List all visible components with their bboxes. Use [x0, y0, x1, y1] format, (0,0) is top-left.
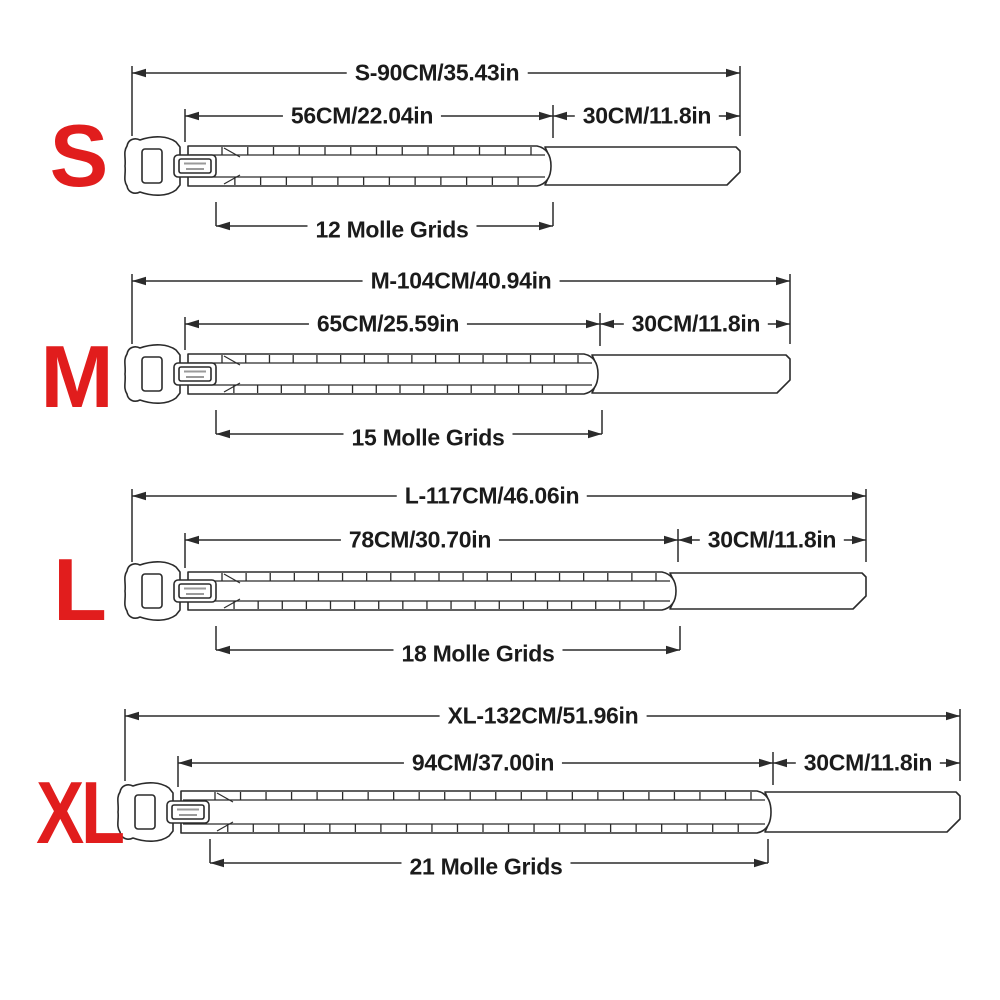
- size-label-m: M: [40, 327, 112, 426]
- belt-drawing: [118, 783, 960, 841]
- belt-drawing: [125, 137, 740, 195]
- belt-tail: [592, 355, 790, 393]
- total-length-label-m: M-104CM/40.94in: [363, 268, 560, 295]
- molle-strap: [181, 791, 771, 833]
- belt-diagram-m: [125, 274, 790, 438]
- molle-grids-label-s: 12 Molle Grids: [307, 217, 476, 244]
- belt-diagram-xl: [118, 709, 960, 867]
- buckle-label-inner: [172, 805, 204, 819]
- buckle-label-inner: [179, 367, 211, 381]
- buckle-label-inner: [179, 584, 211, 598]
- belt-drawing: [125, 345, 790, 403]
- total-length-label-l: L-117CM/46.06in: [397, 483, 587, 510]
- molle-grids-label-l: 18 Molle Grids: [393, 641, 562, 668]
- molle-strap: [188, 146, 551, 186]
- molle-length-label-s: 56CM/22.04in: [283, 103, 441, 130]
- belt-drawing: [125, 562, 866, 620]
- size-label-s: S: [49, 106, 107, 205]
- buckle-slot: [142, 574, 162, 608]
- molle-grids-label-m: 15 Molle Grids: [343, 425, 512, 452]
- molle-strap: [188, 354, 598, 394]
- total-length-label-s: S-90CM/35.43in: [347, 60, 528, 87]
- size-label-xl: XL: [36, 763, 122, 862]
- molle-length-label-xl: 94CM/37.00in: [404, 750, 562, 777]
- tail-length-label-s: 30CM/11.8in: [575, 103, 719, 130]
- tail-length-label-m: 30CM/11.8in: [624, 311, 768, 338]
- molle-length-label-l: 78CM/30.70in: [341, 527, 499, 554]
- molle-length-label-m: 65CM/25.59in: [309, 311, 467, 338]
- belt-tail: [670, 573, 866, 609]
- buckle-label-inner: [179, 159, 211, 173]
- belt-diagram-s: [125, 66, 740, 230]
- belt-diagram-l: [125, 489, 866, 654]
- buckle-slot: [142, 357, 162, 391]
- total-length-label-xl: XL-132CM/51.96in: [440, 703, 647, 730]
- molle-grids-label-xl: 21 Molle Grids: [401, 854, 570, 881]
- tail-length-label-xl: 30CM/11.8in: [796, 750, 940, 777]
- molle-strap: [188, 572, 676, 610]
- size-label-l: L: [53, 540, 105, 639]
- belt-tail: [545, 147, 740, 185]
- buckle-slot: [135, 795, 155, 829]
- buckle-slot: [142, 149, 162, 183]
- tail-length-label-l: 30CM/11.8in: [700, 527, 844, 554]
- belt-tail: [765, 792, 960, 832]
